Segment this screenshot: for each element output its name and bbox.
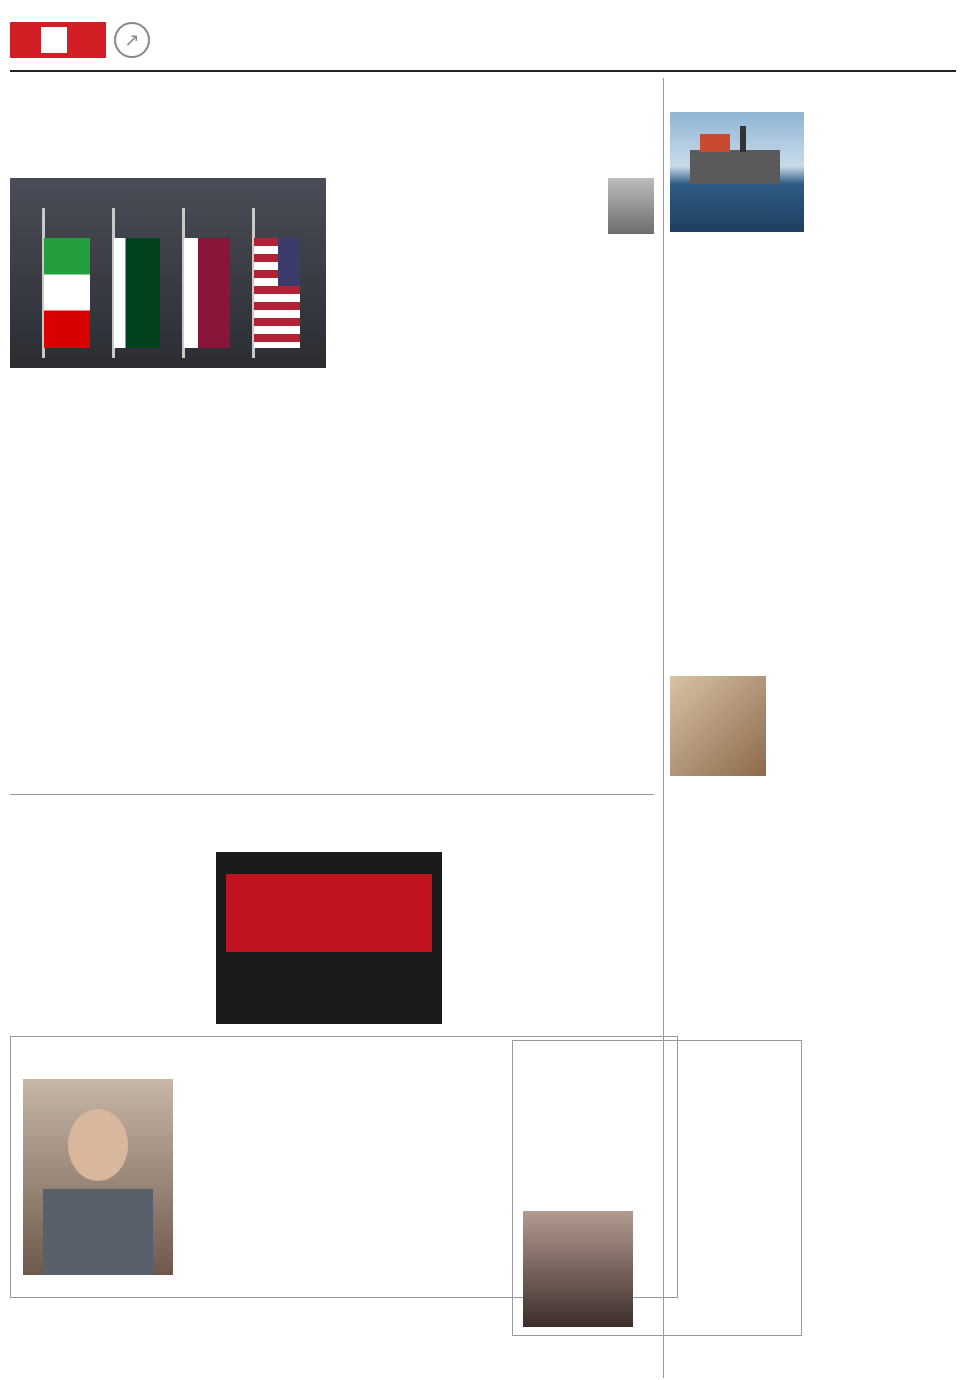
section-divider bbox=[10, 794, 654, 795]
story-body bbox=[670, 950, 956, 1020]
article-column-4 bbox=[10, 376, 178, 786]
rental-sign bbox=[226, 874, 432, 952]
sidebar-story-dollar bbox=[670, 944, 956, 1020]
story-body bbox=[772, 676, 956, 931]
story-body bbox=[670, 524, 956, 634]
sidebar-story-exports bbox=[670, 518, 956, 634]
article-intro bbox=[384, 206, 654, 340]
story-body-b bbox=[670, 236, 804, 344]
section-badge[interactable] bbox=[10, 22, 106, 58]
article-column-1 bbox=[566, 346, 654, 786]
story-body-a bbox=[810, 112, 956, 344]
memorial-photo bbox=[523, 1211, 633, 1327]
article-column-2 bbox=[472, 346, 558, 786]
usa-flag bbox=[254, 238, 300, 348]
feature-column-c bbox=[10, 856, 208, 1028]
article-column-3 bbox=[328, 376, 464, 786]
story-body bbox=[670, 410, 956, 480]
iran-flag bbox=[44, 238, 90, 348]
flags-photo bbox=[10, 178, 326, 368]
sidebar-story-reserves bbox=[670, 404, 956, 480]
masthead-divider bbox=[10, 70, 956, 72]
sidebar-story-money bbox=[670, 654, 956, 660]
obituary-photo bbox=[23, 1079, 173, 1275]
oil-platform-image bbox=[670, 112, 804, 232]
sidebar-story-platform bbox=[670, 90, 956, 96]
masthead bbox=[10, 8, 956, 70]
money-hands-image bbox=[670, 676, 766, 776]
pakistan-flag bbox=[114, 238, 160, 348]
rental-sign-image bbox=[216, 852, 442, 1024]
feature-column-a bbox=[448, 856, 654, 1028]
obituary-mid-box bbox=[512, 1040, 802, 1336]
page-number bbox=[41, 27, 67, 53]
chart-growth-icon: ↗ bbox=[114, 22, 150, 58]
qatar-flag bbox=[184, 238, 230, 348]
